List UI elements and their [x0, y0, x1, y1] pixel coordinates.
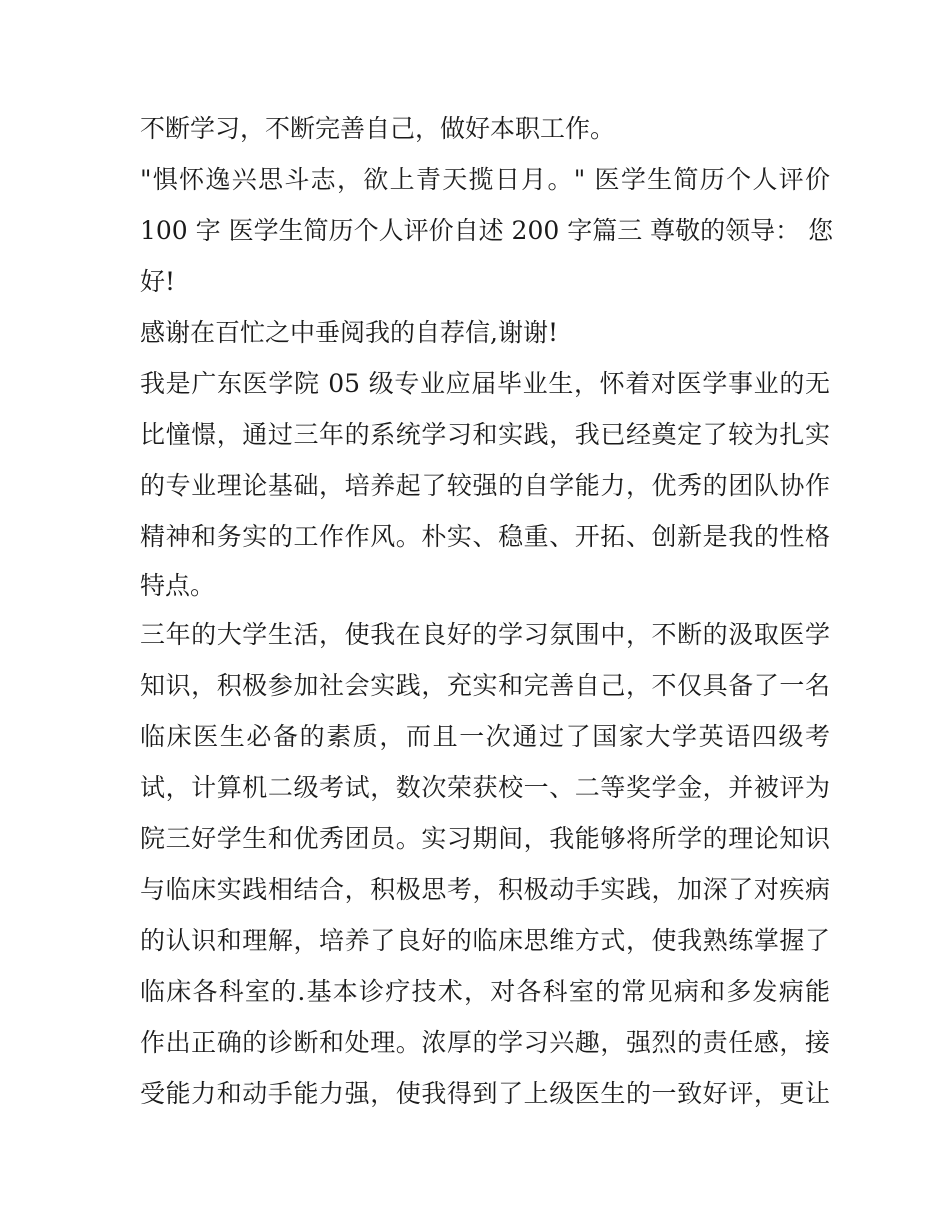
text-line: 的专业理论基础，培养起了较强的自学能力，优秀的团队协作 — [140, 471, 830, 500]
text-line: 不断学习，不断完善自己，做好本职工作。 — [140, 114, 616, 143]
text-line: 好! — [140, 267, 176, 296]
text-line: 特点。 — [140, 571, 216, 600]
text-line: 与临床实践相结合，积极思考，积极动手实践，加深了对疾病 — [140, 875, 830, 904]
text-line: 的认识和理解，培养了良好的临床思维方式，使我熟练掌握了 — [140, 926, 830, 955]
text-line: 感谢在百忙之中垂阅我的自荐信,谢谢! — [140, 318, 558, 347]
text-line: 临床各科室的.基本诊疗技术，对各科室的常见病和多发病能 — [140, 977, 830, 1006]
text-line: 受能力和动手能力强，使我得到了上级医生的一致好评，更让 — [140, 1079, 830, 1108]
text-line: 知识，积极参加社会实践，充实和完善自己，不仅具备了一名 — [140, 671, 830, 700]
text-line: 我是广东医学院 05 级专业应届毕业生，怀着对医学事业的无 — [140, 369, 830, 398]
text-line: 试，计算机二级考试，数次荣获校一、二等奖学金，并被评为 — [140, 773, 830, 802]
text-line: "惧怀逸兴思斗志，欲上青天揽日月。" 医学生简历个人评价 — [140, 165, 830, 194]
text-line: 精神和务实的工作作风。朴实、稳重、开拓、创新是我的性格 — [140, 522, 830, 551]
text-line: 比憧憬，通过三年的系统学习和实践，我已经奠定了较为扎实 — [140, 420, 830, 449]
text-line: 临床医生必备的素质，而且一次通过了国家大学英语四级考 — [140, 722, 830, 751]
text-line: 三年的大学生活，使我在良好的学习氛围中，不断的汲取医学 — [140, 620, 830, 649]
text-line: 院三好学生和优秀团员。实习期间，我能够将所学的理论知识 — [140, 824, 830, 853]
text-line: 100 字 医学生简历个人评价自述 200 字篇三 尊敬的领导： 您 — [140, 216, 834, 245]
text-line: 作出正确的诊断和处理。浓厚的学习兴趣，强烈的责任感，接 — [140, 1028, 830, 1057]
